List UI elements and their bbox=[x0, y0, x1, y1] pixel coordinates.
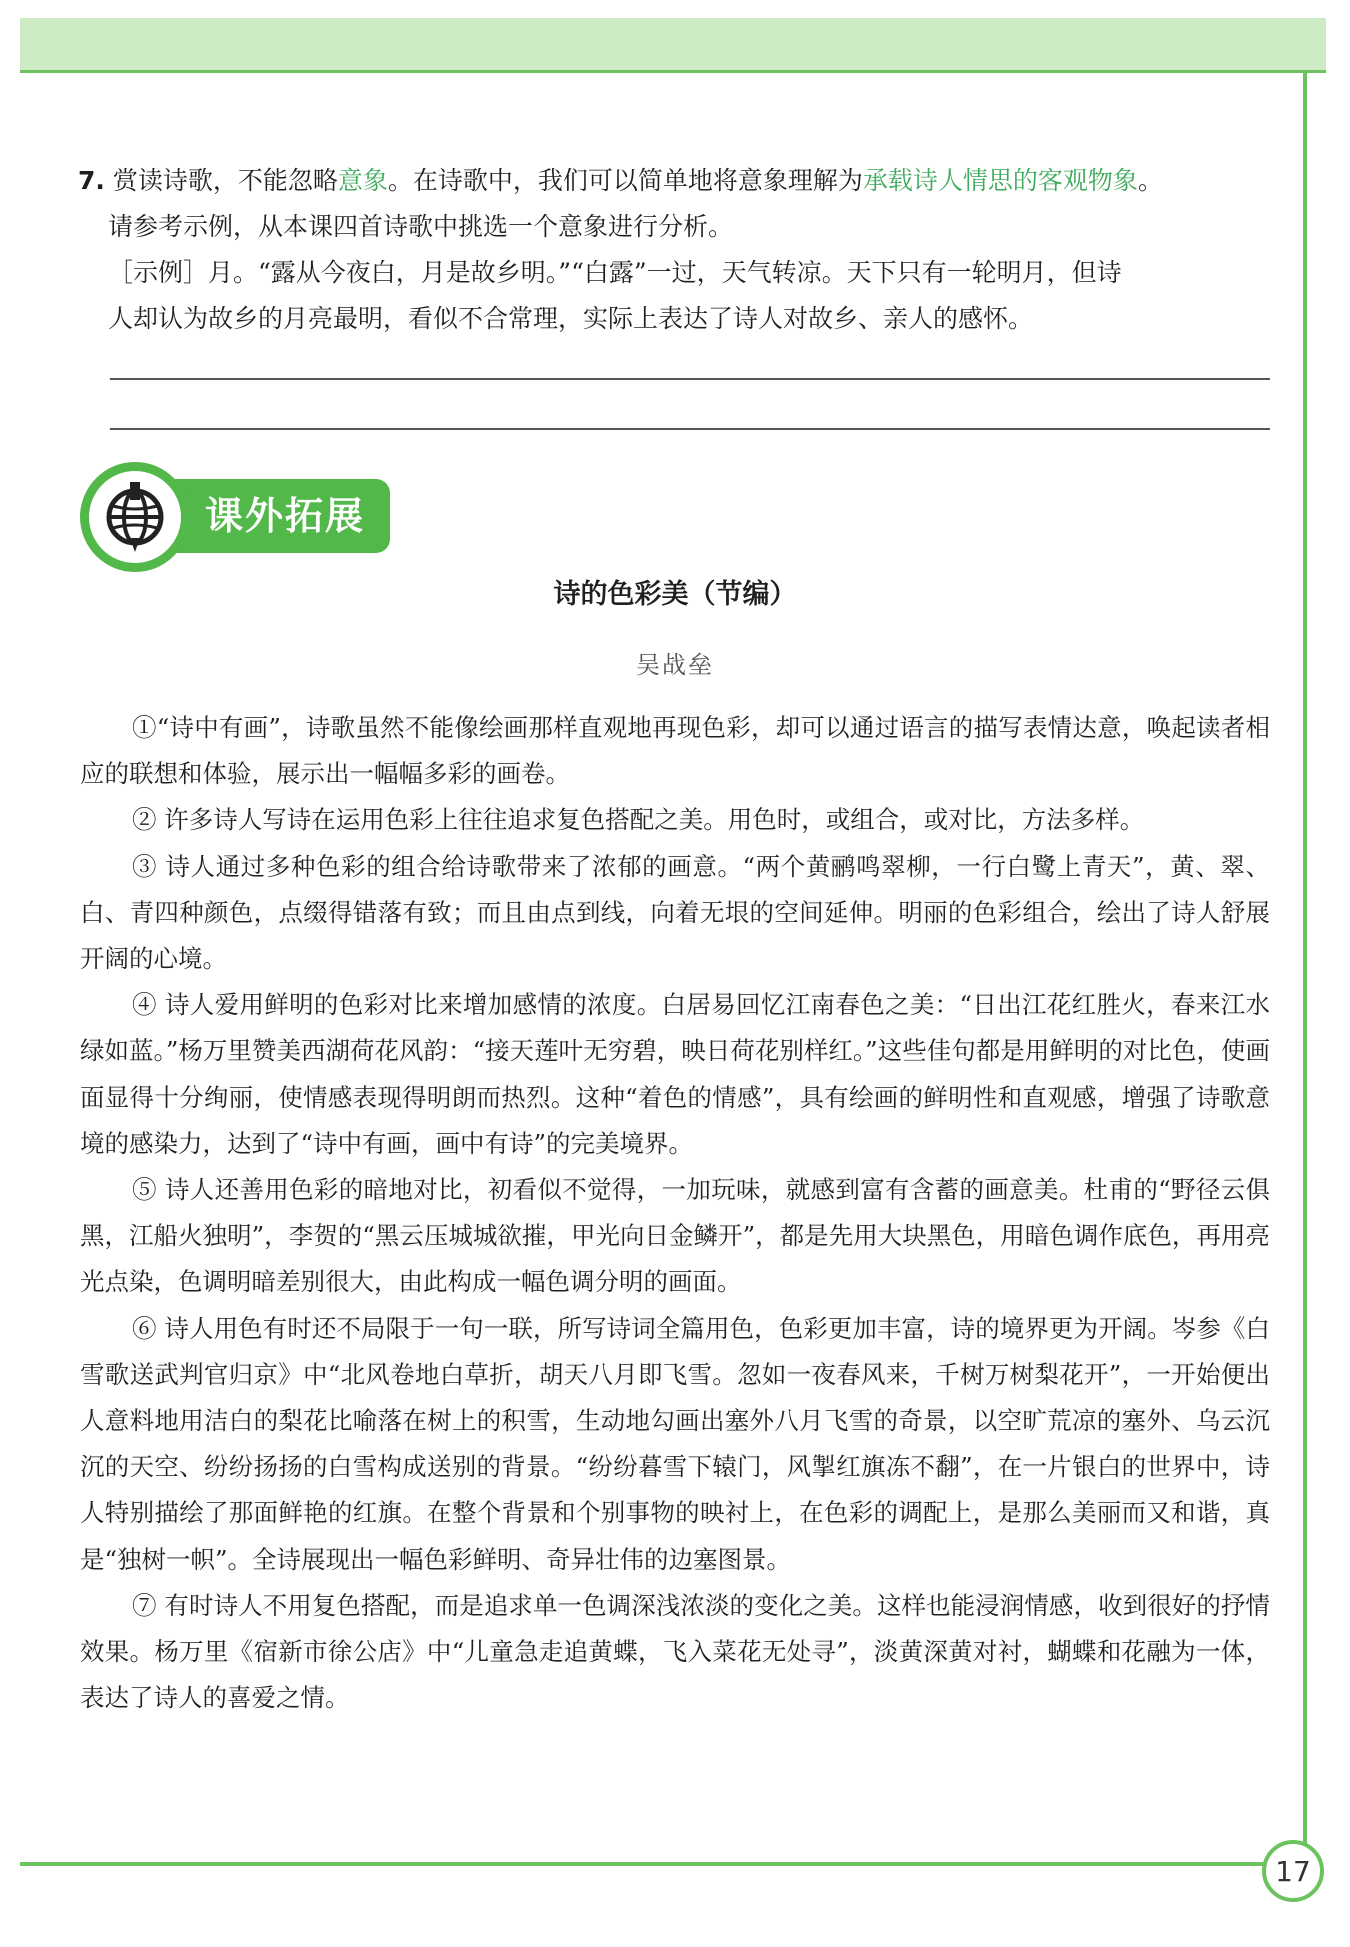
extension-header bbox=[80, 462, 390, 572]
right-border bbox=[1303, 70, 1307, 1865]
question-text: 赏读诗歌，不能忽略 bbox=[112, 166, 338, 195]
answer-line[interactable] bbox=[110, 378, 1270, 380]
header-badge bbox=[80, 462, 190, 572]
article-title: 诗的色彩美（节编） bbox=[553, 579, 797, 610]
top-band bbox=[20, 18, 1326, 73]
example-line-1: ［示例］月。“露从今夜白，月是故乡明。”“白露”一过，天气转凉。天下只有一轮明月，但诗 bbox=[108, 258, 1122, 287]
paragraph: ③ 诗人通过多种色彩的组合给诗歌带来了浓郁的画意。“两个黄鹂鸣翠柳，一行白鹭上青天”，黄、翠、白、青四种颜色，点缀得错落有致；而且由点到线，向着无垠的空间延伸。明丽的色彩组合，绘出了诗人舒展开阔的心境。 bbox=[80, 851, 1270, 974]
question-text-2: 。在诗歌中，我们可以简单地将意象理解为 bbox=[387, 166, 863, 195]
paragraph: ⑤ 诗人还善用色彩的暗地对比，初看似不觉得，一加玩味，就感到富有含蓄的画意美。杜甫的“野径云俱黑，江船火独明”，李贺的“黑云压城城欲摧，甲光向日金鳞开”，都是先用大块黑色，用暗色调作底色，再用亮光点染，色调明暗差别很大，由此构成一幅色调分明的画面。 bbox=[80, 1175, 1270, 1297]
paragraph: ⑦ 有时诗人不用复色搭配，而是追求单一色调深浅浓淡的变化之美。这样也能浸润情感，收到很好的抒情效果。杨万里《宿新市徐公店》中“儿童急走追黄蝶，飞入菜花无处寻”，淡黄深黄对衬，蝴蝶和花融为一体，表达了诗人的喜爱之情。 bbox=[80, 1590, 1270, 1713]
definition-highlight: 承载诗人情思的客观物象 bbox=[862, 166, 1138, 195]
paragraph: ④ 诗人爱用鲜明的色彩对比来增加感情的浓度。白居易回忆江南春色之美：“日出江花红胜火，春来江水绿如蓝。”杨万里赞美西湖荷花风韵：“接天莲叶无穷碧，映日荷花别样红。”这些佳句都是用鲜明的对比色，使画面显得十分绚丽，使情感表现得明朗而热烈。这种“着色的情感”，具有绘画的鲜明性和直观感，增强了诗歌意境的感染力，达到了“诗中有画，画中有诗”的完美境界。 bbox=[80, 990, 1270, 1158]
bottom-border bbox=[20, 1862, 1307, 1866]
paragraph: ② 许多诗人写诗在运用色彩上往往追求复色搭配之美。用色时，或组合，或对比，方法多样。 bbox=[132, 805, 1145, 835]
paragraph: ①“诗中有画”，诗歌虽然不能像绘画那样直观地再现色彩，却可以通过语言的描写表情达意，唤起读者相应的联想和体验，展示出一幅幅多彩的画卷。 bbox=[80, 713, 1270, 789]
question-line-2: 请参考示例，从本课四首诗歌中挑选一个意象进行分析。 bbox=[108, 212, 734, 241]
question-text-3: 。 bbox=[1137, 166, 1163, 195]
article-body bbox=[80, 705, 1270, 1721]
question-number: 7. bbox=[78, 166, 105, 195]
page-number: 17 bbox=[1262, 1840, 1324, 1902]
paragraph: ⑥ 诗人用色有时还不局限于一句一联，所写诗词全篇用色，色彩更加丰富，诗的境界更为开阔。岑参《白雪歌送武判官归京》中“北风卷地白草折，胡天八月即飞雪。忽如一夜春风来，千树万树梨花开”，一开始便出人意料地用洁白的梨花比喻落在树上的积雪，生动地勾画出塞外八月飞雪的奇景，以空旷荒凉的塞外、乌云沉沉的天空、纷纷扬扬的白雪构成送别的背景。“纷纷暮雪下辕门，风掣红旗冻不翻”，在一片银白的世界中，诗人特别描绘了那面鲜艳的红旗。在整个背景和个别事物的映衬上，在色彩的调配上，是那么美丽而又和谐，真是“独树一帜”。全诗展现出一幅色彩鲜明、奇异壮伟的边塞图景。 bbox=[80, 1313, 1270, 1574]
header-title: 课外拓展 bbox=[205, 494, 366, 538]
globe-pen-icon bbox=[98, 480, 172, 554]
answer-line[interactable] bbox=[110, 428, 1270, 430]
example-line-2: 人却认为故乡的月亮最明，看似不合常理，实际上表达了诗人对故乡、亲人的感怀。 bbox=[108, 304, 1034, 333]
term-highlight: 意象 bbox=[337, 166, 388, 195]
article-author: 吴战垒 bbox=[636, 651, 714, 679]
question-line-1 bbox=[78, 158, 1273, 204]
question-7 bbox=[78, 158, 1273, 342]
